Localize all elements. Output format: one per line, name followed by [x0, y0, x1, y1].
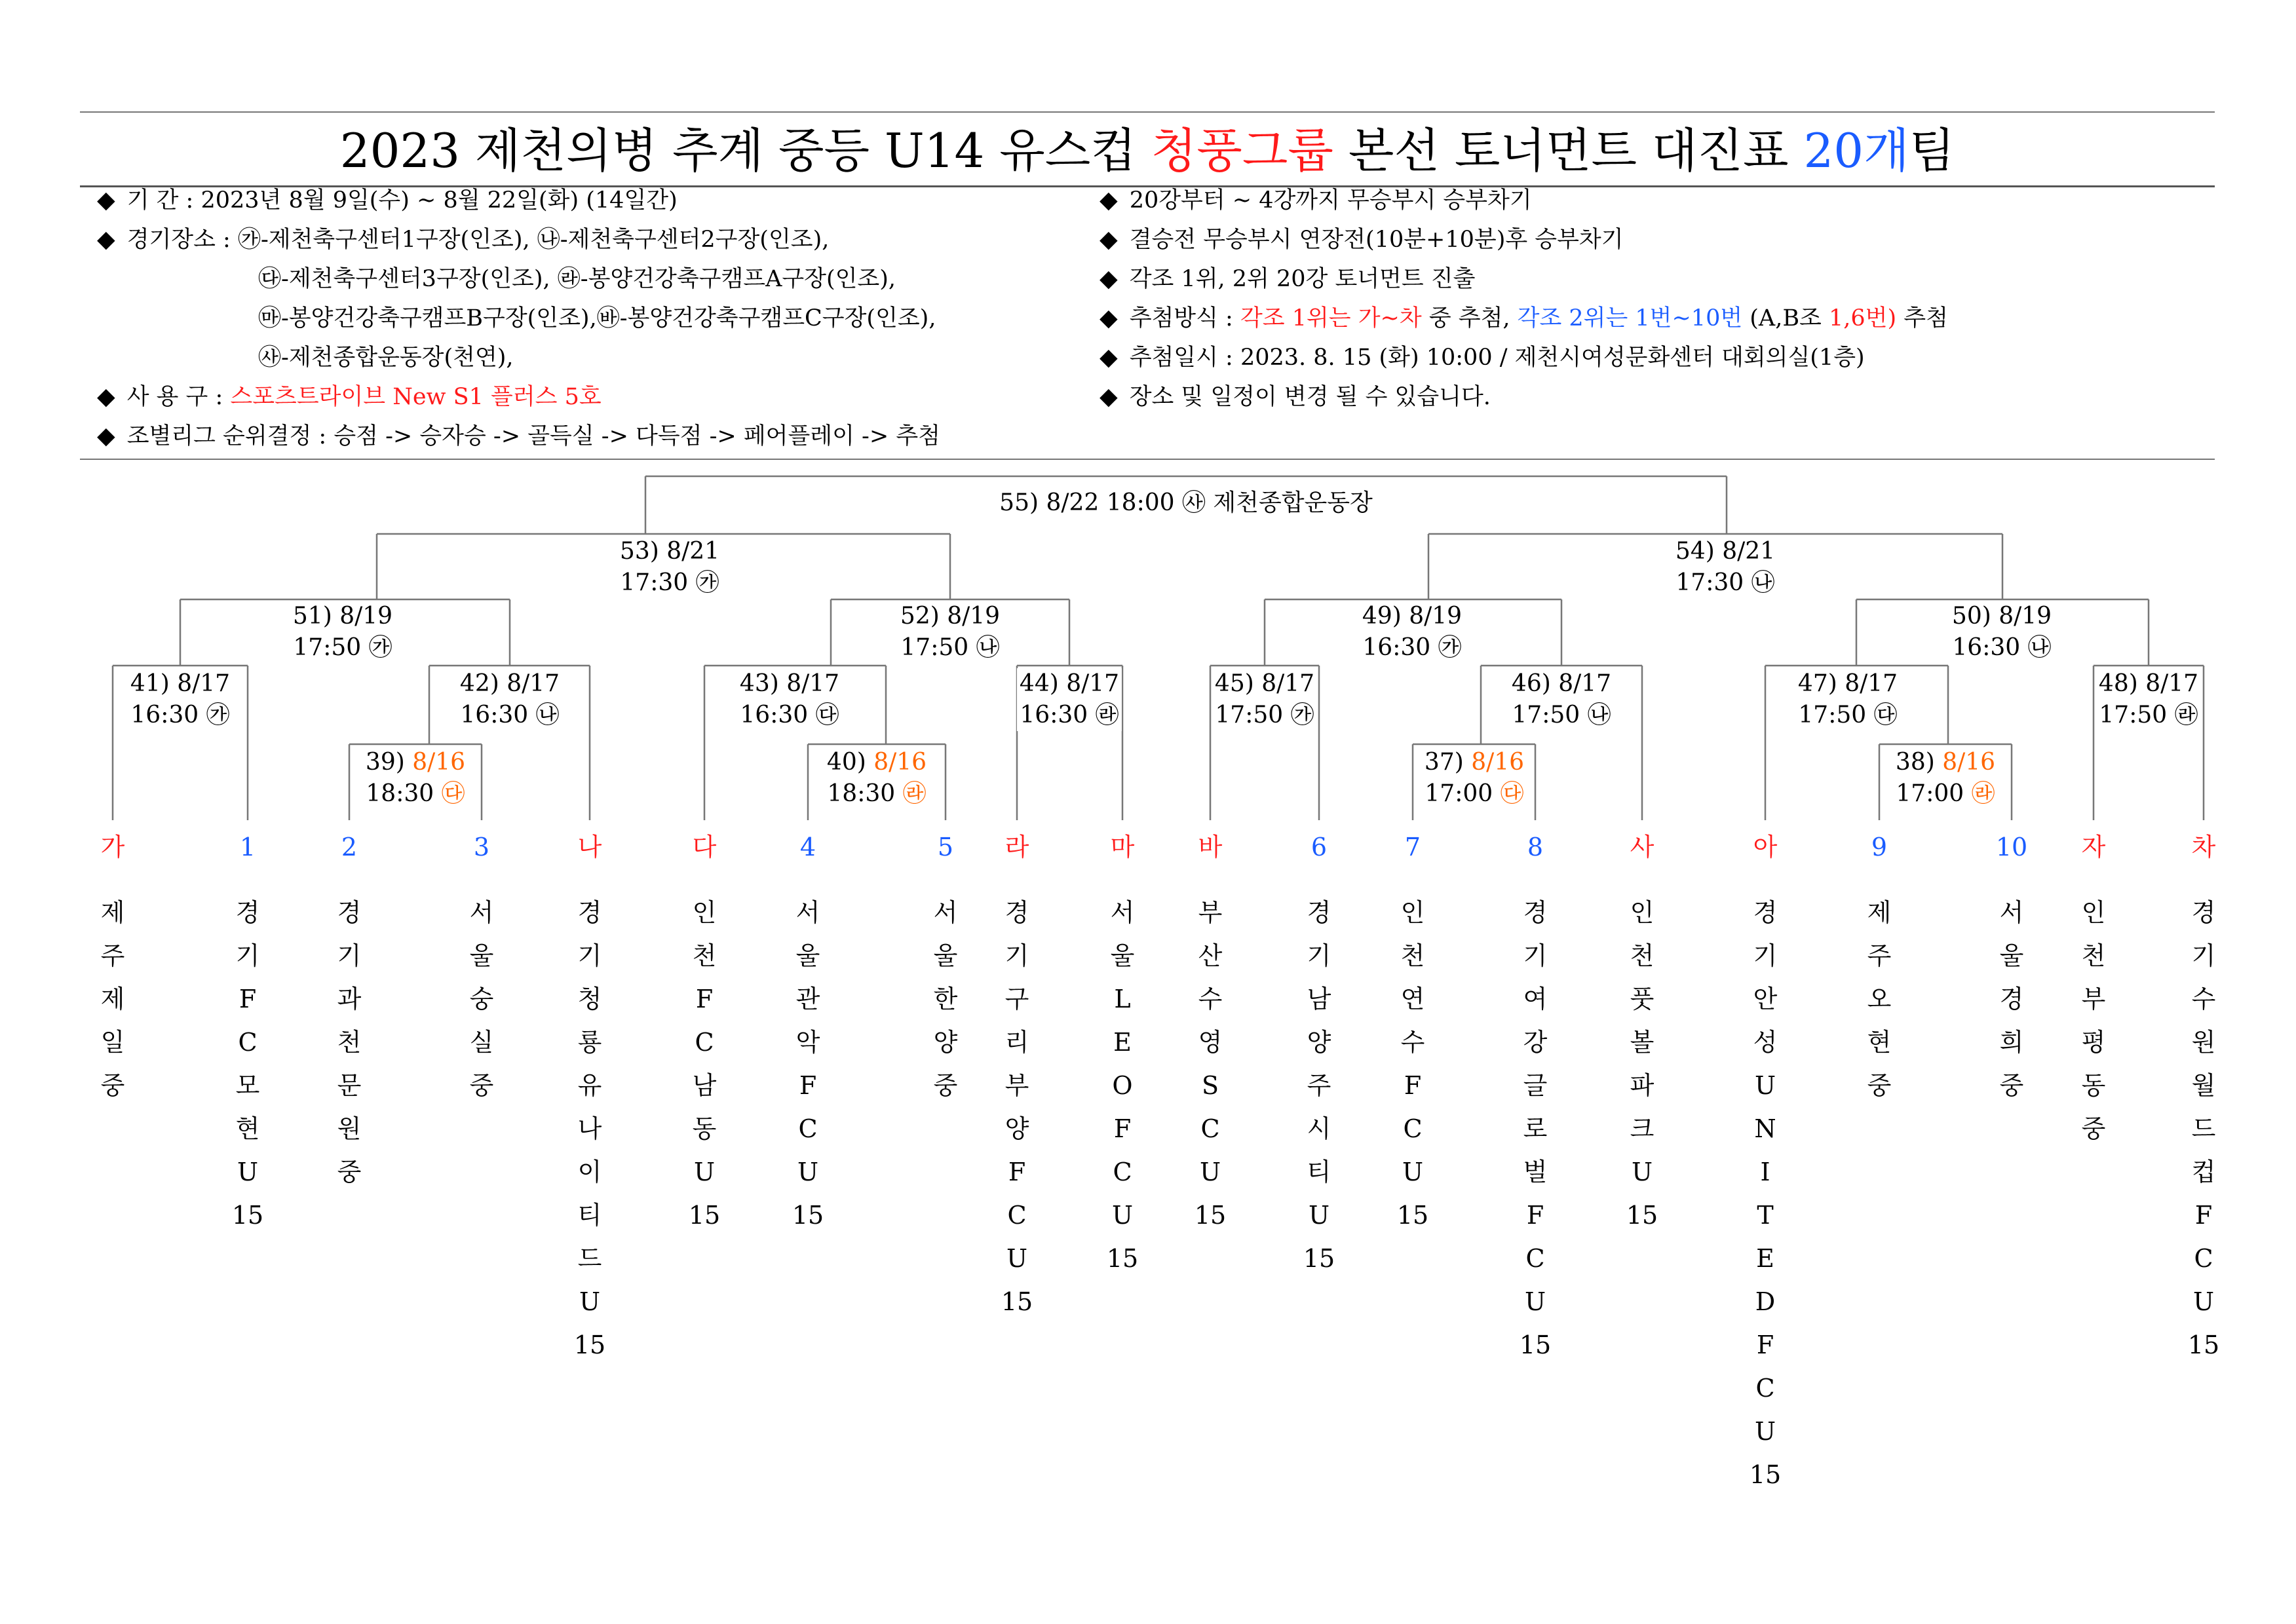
diamond-bullet-icon: ◆: [97, 226, 115, 253]
diamond-bullet-icon: ◆: [97, 383, 115, 410]
info-text: ㉲-봉양건강축구캠프B구장(인조),㉳-봉양건강축구캠프C구장(인조),: [258, 305, 936, 331]
match-line: 16:30 ㉯: [1952, 634, 2052, 661]
slot-label: 아: [1753, 833, 1778, 861]
match-line: 17:50 ㉯: [1512, 702, 1611, 728]
info-text: 결승전 무승부시 연장전(10분+10분)후 승부차기: [1129, 227, 1624, 253]
team-name: 서 울 한 양 중: [933, 898, 958, 1100]
match-venue-icon: ㉰: [441, 780, 465, 807]
match-label-49: [1360, 601, 1464, 664]
match-venue-icon: ㉱: [902, 780, 927, 807]
slot-label: 3: [473, 833, 490, 861]
match-label-51: [290, 601, 395, 664]
diamond-bullet-icon: ◆: [1100, 344, 1118, 371]
match-line: 46) 8/17: [1511, 670, 1612, 697]
team-name: 서 울 관 악 F C U 15: [792, 898, 824, 1230]
info-text: 추첨방식 :: [1129, 305, 1240, 331]
info-text: 조별리그 순위결정 : 승점 -> 승자승 -> 골득실 -> 다득점 -> 페어플레이 -> 추첨: [126, 423, 940, 449]
match-label-46: [1509, 668, 1614, 731]
match-label-45: [1212, 668, 1317, 731]
title-group-name: 청풍그룹: [1151, 123, 1333, 178]
info-text: 추첨: [1896, 305, 1948, 331]
slot-label: 1: [239, 833, 256, 861]
match-label-39: [363, 747, 468, 810]
diamond-bullet-icon: ◆: [1100, 187, 1118, 214]
match-line: 42) 8/17: [459, 670, 560, 697]
title-part3: 본선 토너먼트 대진표: [1333, 123, 1804, 178]
match-time: 18:30: [827, 780, 903, 807]
info-text: 1,6번): [1829, 305, 1897, 331]
match-line: 17:50 ㉰: [1798, 702, 1898, 728]
slot-label: 4: [799, 833, 816, 861]
team-name: 경 기 F C 모 현 U 15: [231, 898, 264, 1230]
slot-label: 차: [2191, 833, 2216, 861]
diamond-bullet-icon: ◆: [1100, 383, 1118, 410]
info-text: 각조 2위는 1번~10번: [1517, 305, 1743, 331]
team-name: 경 기 여 강 글 로 벌 F C U 15: [1519, 898, 1552, 1359]
slot-label: 바: [1198, 833, 1223, 861]
slot-label: 5: [937, 833, 954, 861]
info-text: ㉰-제천축구센터3구장(인조), ㉱-봉양건강축구캠프A구장(인조),: [258, 266, 896, 292]
diamond-bullet-icon: ◆: [1100, 265, 1118, 292]
team-name: 서 울 경 희 중: [1999, 898, 2024, 1100]
diamond-bullet-icon: ◆: [97, 187, 115, 214]
match-label-48: [2096, 668, 2201, 731]
match-line: 16:30 ㉱: [1020, 702, 1119, 728]
match-label-43: [737, 668, 842, 731]
slot-label: 사: [1630, 833, 1655, 861]
match-line: 17:50 ㉮: [1215, 702, 1314, 728]
team-name: 경 기 안 성 U N I T E D F C U 15: [1749, 898, 1782, 1489]
info-text: (A,B조: [1742, 305, 1829, 331]
match-venue-icon: ㉱: [1971, 780, 1995, 807]
team-name: 서 울 숭 실 중: [469, 898, 494, 1100]
team-name: 부 산 수 영 S C U 15: [1194, 898, 1227, 1230]
info-text: 중 추첨,: [1421, 305, 1518, 331]
match-line: 45) 8/17: [1214, 670, 1315, 697]
match-line: 16:30 ㉮: [1362, 634, 1462, 661]
info-text: 스포츠트라이브 New S1 플러스 5호: [230, 384, 602, 410]
match-time: 17:00: [1425, 780, 1501, 807]
title-part5: 팀: [1909, 123, 1955, 178]
team-name: 경 기 청 룡 유 나 이 티 드 U 15: [573, 898, 606, 1359]
slot-label: 8: [1527, 833, 1544, 861]
match-line: 43) 8/17: [739, 670, 840, 697]
team-name: 인 천 연 수 F C U 15: [1396, 898, 1429, 1230]
title-team-count: 20개: [1803, 123, 1909, 178]
slot-label: 6: [1311, 833, 1328, 861]
match-line: 55) 8/22 18:00 ㉴ 제천종합운동장: [999, 489, 1373, 516]
match-number: 37): [1424, 749, 1472, 776]
match-line: 41) 8/17: [130, 670, 231, 697]
match-line: 47) 8/17: [1797, 670, 1898, 697]
team-name: 경 기 남 양 주 시 티 U 15: [1303, 898, 1335, 1273]
match-number: 38): [1895, 749, 1943, 776]
match-line: 17:50 ㉱: [2099, 702, 2198, 728]
team-name: 서 울 L E O F C U 15: [1106, 898, 1139, 1273]
slot-label: 10: [1995, 833, 2028, 861]
info-text: 사 용 구 :: [126, 384, 231, 410]
match-line: 16:30 ㉰: [740, 702, 839, 728]
match-label-52: [898, 601, 1003, 664]
team-name: 제 주 오 현 중: [1867, 898, 1892, 1100]
match-line: 51) 8/19: [292, 603, 393, 630]
slot-label: 라: [1004, 833, 1029, 861]
match-line: 17:50 ㉯: [900, 634, 1000, 661]
match-line: 54) 8/21: [1675, 538, 1776, 565]
match-venue-icon: ㉰: [1500, 780, 1524, 807]
team-name: 경 기 과 천 문 원 중: [337, 898, 362, 1186]
info-text: 경기장소 : ㉮-제천축구센터1구장(인조), ㉯-제천축구센터2구장(인조),: [126, 227, 830, 253]
team-name: 제 주 제 일 중: [100, 898, 125, 1100]
title-part1: 2023 제천의병 추계 중등 U14 유스컵: [339, 123, 1151, 178]
match-line: 17:30 ㉮: [620, 569, 719, 596]
match-label-42: [457, 668, 562, 731]
diamond-bullet-icon: ◆: [97, 423, 115, 449]
match-label-41: [128, 668, 233, 731]
match-date: 8/16: [412, 749, 466, 776]
info-text: 장소 및 일정이 변경 될 수 있습니다.: [1129, 384, 1491, 410]
info-text: 기 간 : 2023년 8월 9일(수) ~ 8월 22일(화) (14일간): [126, 187, 678, 214]
info-text: ㉴-제천종합운동장(천연),: [258, 345, 514, 371]
team-name: 경 기 구 리 부 양 F C U 15: [1001, 898, 1033, 1316]
match-time: 18:30: [366, 780, 442, 807]
match-number: 40): [826, 749, 874, 776]
match-number: 39): [365, 749, 413, 776]
slot-label: 2: [341, 833, 358, 861]
match-label-50: [1949, 601, 2054, 664]
match-label-55: [997, 487, 1375, 519]
info-text: 20강부터 ~ 4강까지 무승부시 승부차기: [1129, 187, 1532, 214]
team-name: 인 천 F C 남 동 U 15: [688, 898, 721, 1230]
slot-label: 가: [100, 833, 125, 861]
match-date: 8/16: [873, 749, 927, 776]
team-name: 인 천 부 평 동 중: [2081, 898, 2106, 1143]
match-line: 17:30 ㉯: [1675, 569, 1775, 596]
info-text: 추첨일시 : 2023. 8. 15 (화) 10:00 / 제천시여성문화센터 대회의실(1층): [1129, 345, 1865, 371]
diamond-bullet-icon: ◆: [1100, 226, 1118, 253]
match-label-53: [617, 536, 722, 599]
match-line: 53) 8/21: [619, 538, 720, 565]
match-line: 48) 8/17: [2098, 670, 2199, 697]
match-line: 50) 8/19: [1951, 603, 2052, 630]
info-text: 각조 1위는 가~차: [1240, 305, 1422, 331]
match-date: 8/16: [1942, 749, 1996, 776]
match-label-37: [1422, 747, 1527, 810]
match-label-40: [824, 747, 929, 810]
slot-label: 자: [2081, 833, 2106, 861]
slot-label: 7: [1404, 833, 1421, 861]
match-time: 17:00: [1896, 780, 1972, 807]
match-label-54: [1673, 536, 1778, 599]
match-line: 52) 8/19: [900, 603, 1001, 630]
match-line: 17:50 ㉮: [293, 634, 392, 661]
match-label-47: [1795, 668, 1900, 731]
slot-label: 나: [577, 833, 602, 861]
match-label-44: [1017, 668, 1122, 731]
match-line: 16:30 ㉯: [460, 702, 560, 728]
match-line: 16:30 ㉮: [130, 702, 230, 728]
slot-label: 마: [1110, 833, 1135, 861]
slot-label: 9: [1871, 833, 1888, 861]
match-line: 49) 8/19: [1362, 603, 1463, 630]
diamond-bullet-icon: ◆: [1100, 305, 1118, 331]
slot-label: 다: [692, 833, 717, 861]
team-name: 경 기 수 원 월 드 컵 F C U 15: [2187, 898, 2220, 1359]
match-line: 44) 8/17: [1019, 670, 1120, 697]
match-date: 8/16: [1471, 749, 1525, 776]
team-name: 인 천 풋 볼 파 크 U 15: [1626, 898, 1658, 1230]
match-label-38: [1893, 747, 1998, 810]
info-text: 각조 1위, 2위 20강 토너먼트 진출: [1129, 266, 1476, 292]
